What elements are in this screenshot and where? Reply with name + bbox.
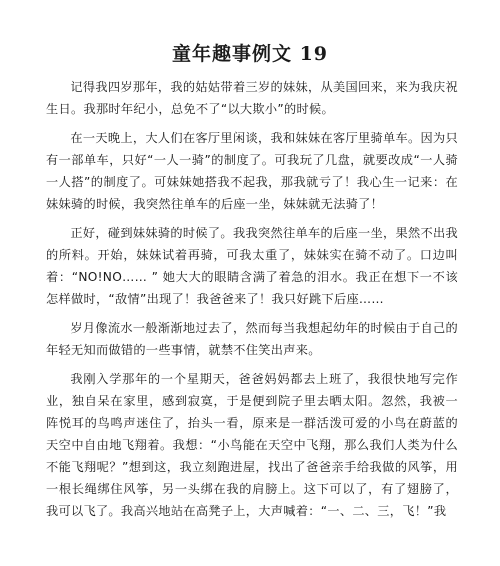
- paragraph: 岁月像流水一般渐渐地过去了，然而每当我想起幼年的时候由于自己的年轻无知而做错的一些事情，就禁不住笑出声来。: [46, 321, 458, 357]
- paragraph: 在一天晚上，大人们在客厅里闲谈，我和妹妹在客厅里骑单车。因为只有一部单车，只好“一人一骑”的制度了。可我玩了几盘，就要改成“一人骑一人搭”的制度了。可妹妹她搭我不起我，那我就亏了！我心生一记来：在妹妹骑的时候，我突然往单车的后座一坐，妹妹就无法骑了！: [46, 131, 458, 211]
- paragraph: 我刚入学那年的一个星期天，爸爸妈妈都去上班了，我很快地写完作业，独自呆在家里，感到寂寞，于是便到院子里去晒太阳。忽然，我被一阵悦耳的鸟鸣声迷住了，抬头一看，原来是一群活泼可爱的小鸟在蔚蓝的天空中自由地飞翔着。我想：“小鸟能在天空中飞翔，那么我们人类为什么不能飞翔呢？”想到这，我立刻跑进屋，找出了爸爸亲手给我做的风筝，用一根长绳绑住风筝，另一头绑在我的肩膀上。这下可以了，有了翅膀了，我可以飞了。我高兴地站在高凳子上，大声喊着：“一、二、三，飞！”我: [46, 372, 458, 518]
- document-title: 童年趣事例文 19: [171, 43, 329, 65]
- document-body: [46, 76, 458, 529]
- paragraph: 记得我四岁那年，我的姑姑带着三岁的妹妹，从美国回来，来为我庆祝生日。我那时年纪小，总免不了“以大欺小”的时候。: [46, 80, 458, 116]
- paragraph: 正好，碰到妹妹骑的时候了。我我突然往单车的后座一坐，果然不出我的所料。开始，妹妹试着再骑，可我太重了，妹妹实在骑不动了。口边叫着：“NO!NO…… ” 她大大的眼睛含满了着急的泪水。我正在想下一不该怎样做时，“敌情”出现了！我爸爸来了！我只好跳下后座……: [46, 226, 458, 306]
